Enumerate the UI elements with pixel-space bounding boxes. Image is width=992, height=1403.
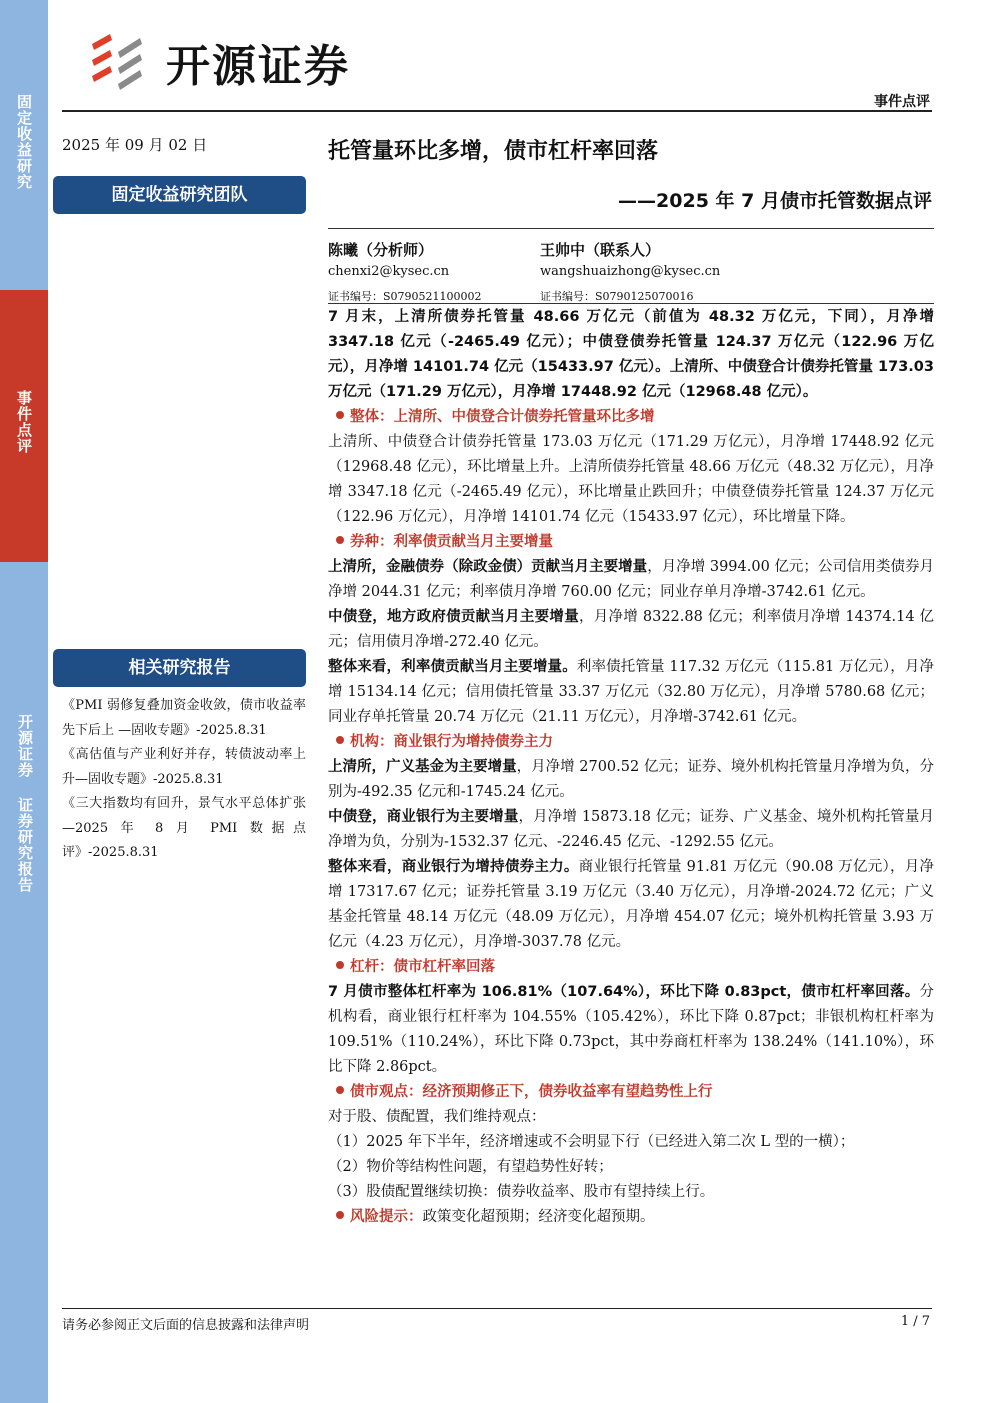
page-subtitle: ——2025 年 7 月债市托管数据点评 bbox=[618, 190, 932, 212]
author-email[interactable]: wangshuaizhong@kysec.cn bbox=[540, 264, 721, 279]
brand-name: 开源证券 bbox=[166, 41, 350, 92]
section-heading: 杠杆：债市杠杆率回落 bbox=[328, 955, 934, 980]
side-label-middle: 事件点评 bbox=[15, 390, 33, 454]
author-email[interactable]: chenxi2@kysec.cn bbox=[328, 264, 450, 279]
report-date: 2025 年 09 月 02 日 bbox=[62, 136, 208, 154]
brand-logo-icon bbox=[90, 30, 160, 92]
section-paragraph: 上清所，金融债券（除政金债）贡献当月主要增量，月净增 3994.00 亿元；公司信用类债券月净增 2044.31 亿元；利率债月净增 760.00 亿元；同业存单月净增-3742.61 亿元。 bbox=[328, 559, 934, 600]
author-cert: 证书编号：S0790125070016 bbox=[540, 290, 694, 303]
related-report-item[interactable]: 《高估值与产业利好并存，转债波动率上升—固收专题》-2025.8.31 bbox=[62, 747, 306, 787]
section-paragraph: 整体来看，利率债贡献当月主要增量。利率债托管量 117.32 万亿元（115.81 万亿元），月净增 15134.14 亿元；信用债托管量 33.37 万亿元（32.80 万亿元），月净增 5780.68 亿元；同业存单托管量 20.74 万亿元（21.11 万亿元），月净增-3742.61 亿元。 bbox=[328, 659, 934, 725]
side-label-bottom: 开源证券 证券研究报告 bbox=[16, 714, 34, 893]
list-item: （1）2025 年下半年，经济增速或不会明显下行（已经进入第二次 L 型的一横）； bbox=[328, 1134, 855, 1150]
section-paragraph: 上清所，广义基金为主要增量，月净增 2700.52 亿元；证券、境外机构托管量月净增为负，分别为-492.35 亿元和-1745.24 亿元。 bbox=[328, 759, 934, 800]
section-paragraph: 中债登，商业银行为主要增量，月净增 15873.18 亿元；证券、广义基金、境外机构托管量月净增为负，分别为-1532.37 亿元、-2246.45 亿元、-1292.55 亿元。 bbox=[328, 809, 934, 850]
list-item: （2）物价等结构性问题，有望趋势性好转； bbox=[328, 1159, 613, 1175]
doc-type: 事件点评 bbox=[874, 94, 930, 110]
authors-divider bbox=[328, 303, 934, 304]
summary: 7 月末，上清所债券托管量 48.66 万亿元（前值为 48.32 万亿元，下同），月净增 3347.18 亿元（-2465.49 亿元）；中债登债券托管量 124.37 万亿元（122.96 万亿元），月净增 14101.74 亿元（15433.97 亿元）。上清所、中债登合计债券托管量 173.03 万亿元（171.29 万亿元），月净增 17448.92 亿元（12968.48 亿元）。 bbox=[328, 309, 934, 400]
bullet-icon bbox=[336, 1086, 344, 1094]
related-reports-label: 相关研究报告 bbox=[53, 649, 306, 687]
related-reports-list bbox=[62, 694, 306, 866]
footer-divider bbox=[62, 1308, 932, 1309]
header-divider bbox=[62, 110, 932, 112]
page-number: 1 / 7 bbox=[900, 1314, 930, 1329]
section-paragraph: 7 月债市整体杠杆率为 106.81%（107.64%），环比下降 0.83pct，债市杠杆率回落。分机构看，商业银行杠杆率为 104.55%（105.42%），环比下降 0.87pct；非银机构杠杆率为 109.51%（110.24%），环比下降 0.73pct，其中券商杠杆率为 138.24%（141.10%），环比下降 2.86pct。 bbox=[328, 984, 934, 1075]
related-report-item[interactable]: 《三大指数均有回升，景气水平总体扩张—2025 年 8 月 PMI 数据点评》-2025.8.31 bbox=[62, 796, 306, 860]
section-paragraph: 对于股、债配置，我们维持观点： bbox=[328, 1109, 546, 1125]
bullet-icon bbox=[336, 736, 344, 744]
section-paragraph: 中债登，地方政府债贡献当月主要增量，月净增 8322.88 亿元；利率债月净增 14374.14 亿元；信用债月净增-272.40 亿元。 bbox=[328, 609, 934, 650]
section-paragraph: 整体来看，商业银行为增持债券主力。商业银行托管量 91.81 万亿元（90.08 万亿元），月净增 17317.67 亿元；证券托管量 3.19 万亿元（3.40 万亿元），月净增-2024.72 亿元；广义基金托管量 48.14 万亿元（48.09 万亿元），月净增 454.07 亿元；境外机构托管量 3.93 万亿元（4.23 万亿元），月净增-3037.78 亿元。 bbox=[328, 859, 934, 950]
bullet-icon bbox=[336, 411, 344, 419]
list-item: （3）股债配置继续切换：债券收益率、股市有望持续上行。 bbox=[328, 1184, 715, 1200]
section-heading: 整体：上清所、中债登合计债券托管量环比多增 bbox=[328, 405, 934, 430]
report-body bbox=[328, 305, 934, 1230]
author-name: 陈曦（分析师） bbox=[328, 241, 434, 259]
bullet-icon bbox=[336, 536, 344, 544]
footer-disclaimer: 请务必参阅正文后面的信息披露和法律声明 bbox=[62, 1318, 310, 1333]
bullet-icon bbox=[336, 1211, 344, 1219]
risk-note: 风险提示：政策变化超预期；经济变化超预期。 bbox=[328, 1205, 934, 1230]
author-cert: 证书编号：S0790521100002 bbox=[328, 290, 482, 303]
section-paragraph: 上清所、中债登合计债券托管量 173.03 万亿元（171.29 万亿元），月净增 17448.92 亿元（12968.48 亿元），环比增量上升。上清所债券托管量 48.66 万亿元（48.32 万亿元），月净增 3347.18 亿元（-2465.49 亿元），环比增量止跌回升；中债登债券托管量 124.37 万亿元（122.96 万亿元），月净增 14101.74 亿元（15433.97 亿元），环比增量下降。 bbox=[328, 434, 934, 525]
page-title: 托管量环比多增，债市杠杆率回落 bbox=[328, 139, 659, 164]
section-heading: 券种：利率债贡献当月主要增量 bbox=[328, 530, 934, 555]
bullet-icon bbox=[336, 961, 344, 969]
section-heading: 债市观点：经济预期修正下，债券收益率有望趋势性上行 bbox=[328, 1080, 934, 1105]
related-report-item[interactable]: 《PMI 弱修复叠加资金收敛，债市收益率先下后上 —固收专题》-2025.8.31 bbox=[62, 698, 306, 738]
section-heading: 机构：商业银行为增持债券主力 bbox=[328, 730, 934, 755]
side-band bbox=[0, 0, 48, 1403]
author-name: 王帅中（联系人） bbox=[540, 241, 661, 259]
team-label: 固定收益研究团队 bbox=[53, 176, 306, 214]
title-divider bbox=[328, 228, 934, 229]
side-label-top: 固定收益研究 bbox=[15, 94, 33, 190]
